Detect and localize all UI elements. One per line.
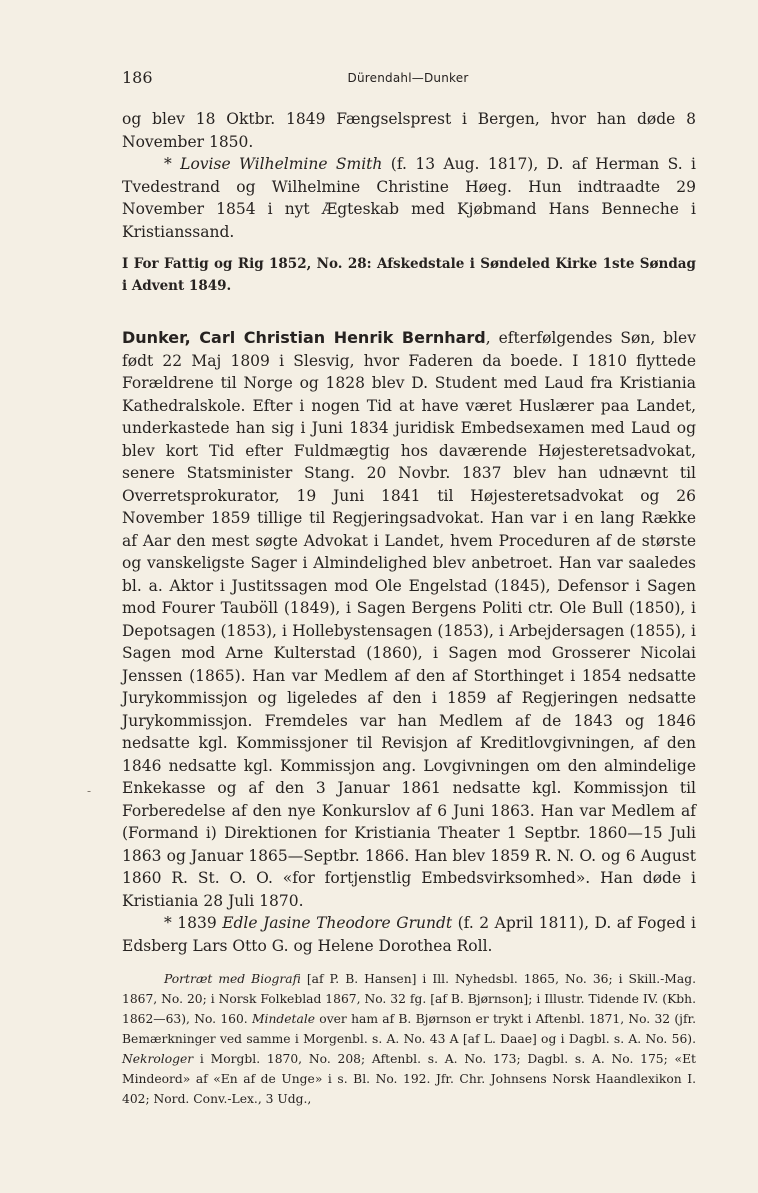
ref-memorial-label: Mindetale [251,1012,316,1026]
entry-separator [122,297,696,327]
margin-mark: - [87,784,92,798]
page-body [122,108,696,1109]
spouse-details: (f. 13 Aug. 1817), D. af Herman S. i Tvedestrand og Wilhelmine Christine Høeg. Hun indtraadte 29 November 1854 i nyt Ægteskab med Kjøbmand Hans Benneche i Kristianssand. [122,155,696,241]
entry-heading-name: Dunker, Carl Christian Henrik Bernhard [122,328,486,347]
spouse-paragraph [122,153,696,243]
spouse-name: Lovise Wilhelmine Smith [180,155,383,173]
spouse-paragraph-2 [122,912,696,957]
biography-paragraph [122,327,696,912]
ref-portrait-text: [af P. B. Hansen] i Ill. Nyhedsbl. 1865, No. 36; i Skill.-Mag. 1867, No. 20; i Norsk Folkeblad 1867, No. 32 fg. [af B. Bjørnson]; i Illustr. Tidende IV. (Kbh. 1862—63), No. 160. [122,972,696,1026]
source-reference: I For Fattig og Rig 1852, No. 28: Afskedstale i Søndeled Kirke 1ste Søndag i Advent 1849. [122,256,696,294]
page-header [122,68,694,92]
running-head: Dürendahl—Dunker [347,71,469,85]
entry-continuation-paragraph: og blev 18 Oktbr. 1849 Fængselsprest i Bergen, hvor han døde 8 November 1850. [122,110,696,151]
ref-portrait-label: Portræt med Biografi [164,972,301,986]
bibliography-references [122,969,696,1109]
spouse-name-2: Edle Jasine Theodore Grundt [222,914,453,932]
ref-obituary-label: Nekrologer [122,1052,194,1066]
spouse-marker: * [164,155,181,173]
ref-memorial-text: over ham af B. Bjørnson er trykt i Aftenbl. 1871, No. 32 (jfr. Bemærkninger ved samme i Morgenbl. s. A. No. 43 A [af L. Daae] og i Dagbl. s. A. No. 56). [122,1012,696,1046]
page-number: 186 [122,68,153,87]
spouse-prefix: * 1839 [164,914,223,932]
spouse-details-2: (f. 2 April 1811), D. af Foged i Edsberg Lars Otto G. og Helene Dorothea Roll. [122,914,696,955]
biography-text: , efterfølgendes Søn, blev født 22 Maj 1809 i Slesvig, hvor Faderen da boede. I 1810 flyttede Forældrene til Norge og 1828 blev D. Student med Laud fra Kristiania Kathedralskole. Efter i nogen Tid at have været Huslærer paa Landet, underkastede han sig i Juni 1834 juridisk Embedsexamen med Laud og blev kort Tid efter Fuldmægtig hos daværende Højesteretsadvokat, senere Statsminister Stang. 20 Novbr. 1837 blev han udnævnt til Overretsprokurator, 19 Juni 1841 til Højesteretsadvokat og 26 November 1859 tillige til Regjeringsadvokat. Han var i en lang Række af Aar den mest søgte Advokat i Landet, hvem Proceduren af de største og vanskeligste Sager i Almindelighed blev anbetroet. Han var saaledes bl. a. Aktor i Justitssagen mod Ole Engelstad (1845), Defensor i Sagen mod Fourer Tauböll (1849), i Sagen Bergens Politi ctr. Ole Bull (1850), i Depotsagen (1853), i Hollebystensagen (1853), i Arbejdersagen (1855), i Sagen mod Arne Kulterstad (1860), i Sagen mod Grosserer Nicolai Jenssen (1865). Han var Medlem af den af Storthinget i 1854 nedsatte Jurykommissjon og ligeledes af den i 1859 af Regjeringen nedsatte Jurykommissjon. Fremdeles var han Medlem af de 1843 og 1846 nedsatte kgl. Kommissjoner til Revisjon af Kreditlovgivningen, af den 1846 nedsatte kgl. Kommissjon ang. Lovgivningen om den almindelige Enkekasse og af den 3 Januar 1861 nedsatte kgl. Kommissjon til Forberedelse af den nye Konkurslov af 6 Juni 1863. Han var Medlem af (Formand i) Direktionen for Kristiania Theater 1 Septbr. 1860—15 Juli 1863 og Januar 1865—Septbr. 1866. Han blev 1859 R. N. O. og 6 August 1860 R. St. O. O. «for fortjenstlig Embedsvirksomhed». Han døde i Kristiania 28 Juli 1870. [122,329,696,910]
ref-obituary-text: i Morgbl. 1870, No. 208; Aftenbl. s. A. No. 173; Dagbl. s. A. No. 175; «Et Mindeord» af «En af de Unge» i s. Bl. No. 192. Jfr. Chr. Johnsens Norsk Haandlexikon I. 402; Nord. Conv.-Lex., 3 Udg., [122,1052,696,1106]
